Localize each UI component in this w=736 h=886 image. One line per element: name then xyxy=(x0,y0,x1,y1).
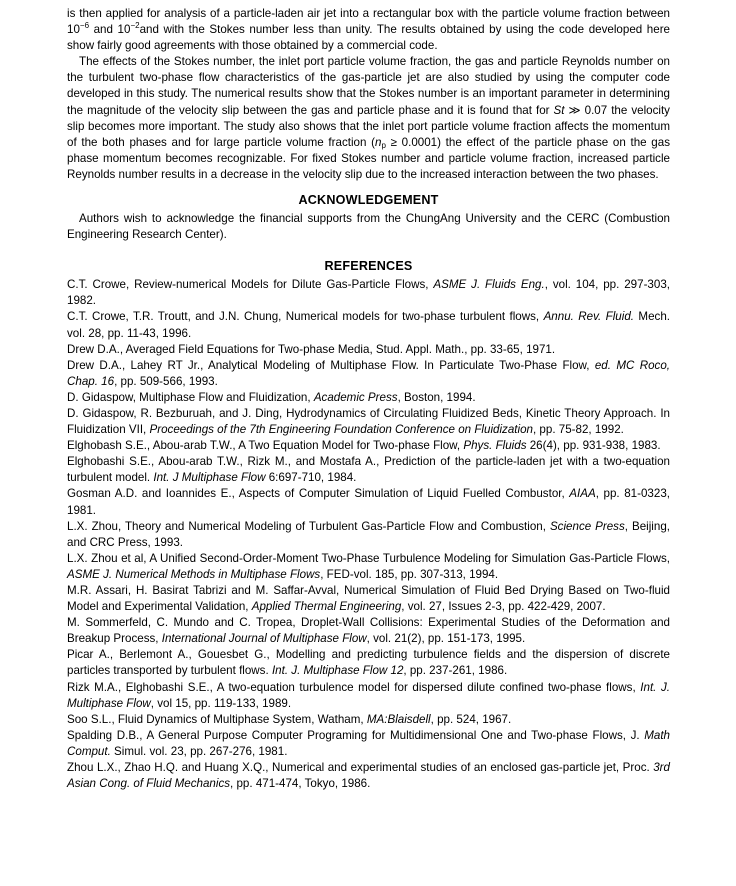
text-run: is then applied for analysis of a particle-laden air jet into a rectangular box with the particle volume fraction between 10 xyxy=(67,7,670,37)
reference-item: Spalding D.B., A General Purpose Computer Programing for Multidimensional One and Two-phase Flows, J. Math Comput. Simul. vol. 23, pp. 267-276, 1981. xyxy=(67,728,670,758)
reference-item: M.R. Assari, H. Basirat Tabrizi and M. Saffar-Avval, Numerical Simulation of Fluid Bed Drying Based on Two-fluid Model and Experimental Validation, Applied Thermal Engineering, vol. 27, Issues 2-3, pp. 422-429, 2007. xyxy=(67,584,670,614)
reference-item: L.X. Zhou et al, A Unified Second-Order-Moment Two-Phase Turbulence Modeling for Simulation Gas-Particle Flows, ASME J. Numerical Methods in Multiphase Flows, FED-vol. 185, pp. 307-313, 1994. xyxy=(67,551,670,581)
reference-item: D. Gidaspow, Multiphase Flow and Fluidization, Academic Press, Boston, 1994. xyxy=(67,390,476,404)
reference-item: Elghobash S.E., Abou-arab T.W., A Two Equation Model for Two-phase Flow, Phys. Fluids 26(4), pp. 931-938, 1983. xyxy=(67,439,661,453)
text-run: ≥ 0.0001) the effect of the particle phase on the gas phase momentum becomes recognizable. For fixed Stokes number and particle volume fraction, increased particle Reynolds number results in a decrease in the velocity slip due to the increased interaction between the two phases. xyxy=(67,135,670,181)
references-heading: REFERENCES xyxy=(324,259,413,274)
subscript: p xyxy=(381,140,386,150)
reference-item: C.T. Crowe, Review-numerical Models for Dilute Gas-Particle Flows, ASME J. Fluids Eng., vol. 104, pp. 297-303, 1982. xyxy=(67,278,670,308)
reference-item: Drew D.A., Lahey RT Jr., Analytical Modeling of Multiphase Flow. In Particulate Two-Phase Flow, ed. MC Roco, Chap. 16, pp. 509-566, 1993. xyxy=(67,358,670,388)
text-run: ≫ 0.07 the velocity slip becomes more important. The study also shows that the inlet port particle volume fraction affects the momentum of the both phases and for large particle volume fraction ( xyxy=(67,103,670,149)
abstract-paragraph-2 xyxy=(67,54,670,183)
reference-item: Rizk M.A., Elghobashi S.E., A two-equation turbulence model for dispersed dilute confined two-phase flows, Int. J. Multiphase Flow, vol 15, pp. 119-133, 1989. xyxy=(67,680,670,710)
text-run: and with the Stokes number less than unity. The results obtained by using the code developed here show fairly good agreements with those obtained by a commercial code. xyxy=(67,23,671,53)
reference-item: C.T. Crowe, T.R. Troutt, and J.N. Chung, Numerical models for two-phase turbulent flows, Annu. Rev. Fluid. Mech. vol. 28, pp. 11-43, 1996. xyxy=(67,310,670,340)
acknowledgement-heading: ACKNOWLEDGEMENT xyxy=(298,193,439,208)
reference-item: L.X. Zhou, Theory and Numerical Modeling of Turbulent Gas-Particle Flow and Combustion, Science Press, Beijing, and CRC Press, 1993. xyxy=(67,519,670,549)
reference-item: Elghobashi S.E., Abou-arab T.W., Rizk M., and Mostafa A., Prediction of the particle-laden jet with a two-equation turbulent model. Int. J Multiphase Flow 6:697-710, 1984. xyxy=(67,455,670,485)
reference-list xyxy=(67,277,670,792)
text-run: and 10 xyxy=(89,23,131,37)
volume-fraction-symbol: n xyxy=(375,135,382,149)
acknowledgement-text: Authors wish to acknowledge the financial supports from the ChungAng University and the CERC (Combustion Engineering Research Center). xyxy=(67,212,670,242)
abstract-paragraph-1 xyxy=(67,6,670,54)
exponent: −2 xyxy=(130,21,140,31)
reference-item: M. Sommerfeld, C. Mundo and C. Tropea, Droplet-Wall Collisions: Experimental Studies of the Deformation and Breakup Process, International Journal of Multiphase Flow, vol. 21(2), pp. 151-173, 1995. xyxy=(67,616,670,646)
reference-item: Drew D.A., Averaged Field Equations for Two-phase Media, Stud. Appl. Math., pp. 33-65, 1971. xyxy=(67,342,556,356)
stokes-symbol: St xyxy=(553,103,565,117)
reference-item: Soo S.L., Fluid Dynamics of Multiphase System, Watham, MA:Blaisdell, pp. 524, 1967. xyxy=(67,712,512,726)
paper-page xyxy=(67,6,670,792)
reference-item: Gosman A.D. and Ioannides E., Aspects of Computer Simulation of Liquid Fuelled Combustor, AIAA, pp. 81-0323, 1981. xyxy=(67,487,670,517)
reference-item: D. Gidaspow, R. Bezburuah, and J. Ding, Hydrodynamics of Circulating Fluidized Beds, Kinetic Theory Approach. In Fluidization VII, Proceedings of the 7th Engineering Foundation Conference on Fluidization, pp. 75-82, 1992. xyxy=(67,406,670,437)
reference-item: Zhou L.X., Zhao H.Q. and Huang X.Q., Numerical and experimental studies of an enclosed gas-particle jet, Proc. 3rd Asian Cong. of Fluid Mechanics, pp. 471-474, Tokyo, 1986. xyxy=(67,761,670,791)
reference-item: Picar A., Berlemont A., Gouesbet G., Modelling and predicting turbulence fields and the dispersion of discrete particles transported by turbulent flows. Int. J. Multiphase Flow 12, pp. 237-261, 1986. xyxy=(67,648,670,678)
exponent: −6 xyxy=(79,21,90,31)
text-run: The effects of the Stokes number, the inlet port particle volume fraction, the gas and particle Reynolds number on the turbulent two-phase flow characteristics of the gas-particle jet are also studied by using the computer code developed in this study. The numerical results show that the Stokes number is an important parameter in determining the magnitude of the velocity slip between the gas and particle phase and it is found that for xyxy=(67,55,670,117)
